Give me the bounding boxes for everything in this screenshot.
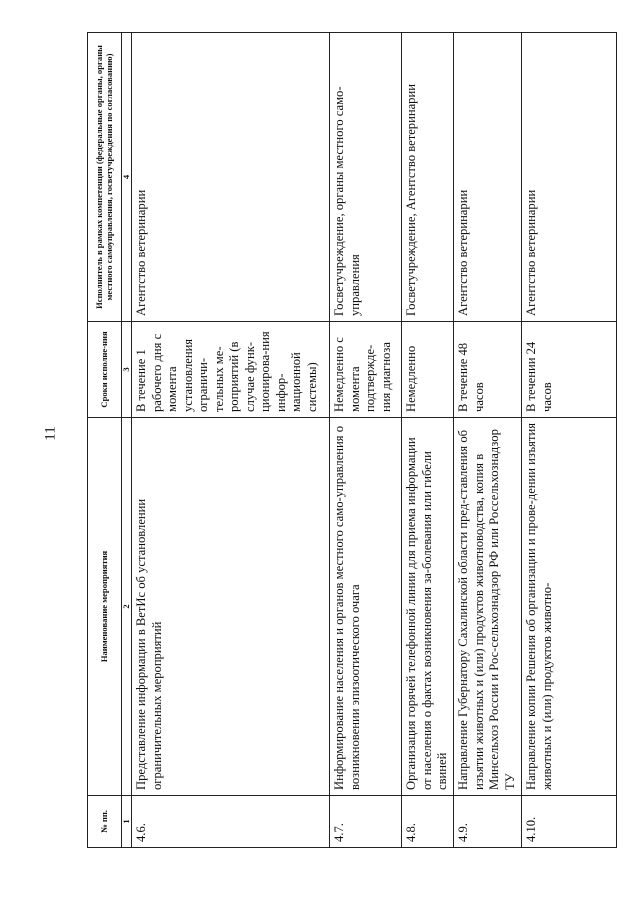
measure-name: Информирование населения и органов местного само-управления о возникновении эпизоотического очага: [330, 418, 402, 796]
deadline: Немедленно с момента подтвержде-ния диагноза: [330, 322, 402, 418]
table-row: [330, 33, 402, 848]
header-row: [88, 33, 122, 848]
executor: Агентство ветеринарии: [132, 33, 330, 322]
row-number: 4.6.: [132, 796, 330, 848]
row-number: 4.8.: [402, 796, 454, 848]
table-row: [132, 33, 330, 848]
deadline: В течении 24 часов: [522, 322, 617, 418]
executor: Агентство ветеринарии: [522, 33, 617, 322]
page-number: 11: [42, 426, 59, 441]
column-number: 4: [122, 33, 132, 322]
measures-table: [87, 32, 617, 848]
rotated-table-container: [87, 33, 617, 848]
table-row: [454, 33, 522, 848]
executor: Агентство ветеринарии: [454, 33, 522, 322]
header-deadline: Сроки исполне-ния: [88, 322, 122, 418]
deadline: В течение 48 часов: [454, 322, 522, 418]
measure-name: Организация горячей телефонной линии для приема информации от населения о фактах возникновения за-болевания или гибели свиней: [402, 418, 454, 796]
measure-name: Направление копии Решения об организации и прове-дении изъятия животных и (или) продуктов животно-: [522, 418, 617, 796]
header-name: Наименование мероприятия: [88, 418, 122, 796]
executor: Госветучреждение, органы местного само-управления: [330, 33, 402, 322]
column-number-row: [122, 33, 132, 848]
table-row: [522, 33, 617, 848]
deadline: Немедленно: [402, 322, 454, 418]
column-number: 2: [122, 418, 132, 796]
executor: Госветучреждение, Агентство ветеринарии: [402, 33, 454, 322]
column-number: 3: [122, 322, 132, 418]
table-row: [402, 33, 454, 848]
measure-name: Направление Губернатору Сахалинской области пред-ставления об изъятии животных и (или) продуктов животноводства, копия в Минсельхоз России и Рос-сельхознадзор РФ или Россельхознадзор ТУ: [454, 418, 522, 796]
header-executor: Исполнитель в рамках компетенции (федеральные органы, органы местного самоуправления, госветучреждения по согласованию): [88, 33, 122, 322]
column-number: 1: [122, 796, 132, 848]
row-number: 4.7.: [330, 796, 402, 848]
header-num: № пп.: [88, 796, 122, 848]
row-number: 4.10.: [522, 796, 617, 848]
deadline: В течение 1 рабочего дня с момента установления ограничи-тельных ме-роприятий (в случае функ-ционирова-ния инфор-мационной системы): [132, 322, 330, 418]
measure-name: Представление информации в ВетИс об установлении ограничительных мероприятий: [132, 418, 330, 796]
row-number: 4.9.: [454, 796, 522, 848]
